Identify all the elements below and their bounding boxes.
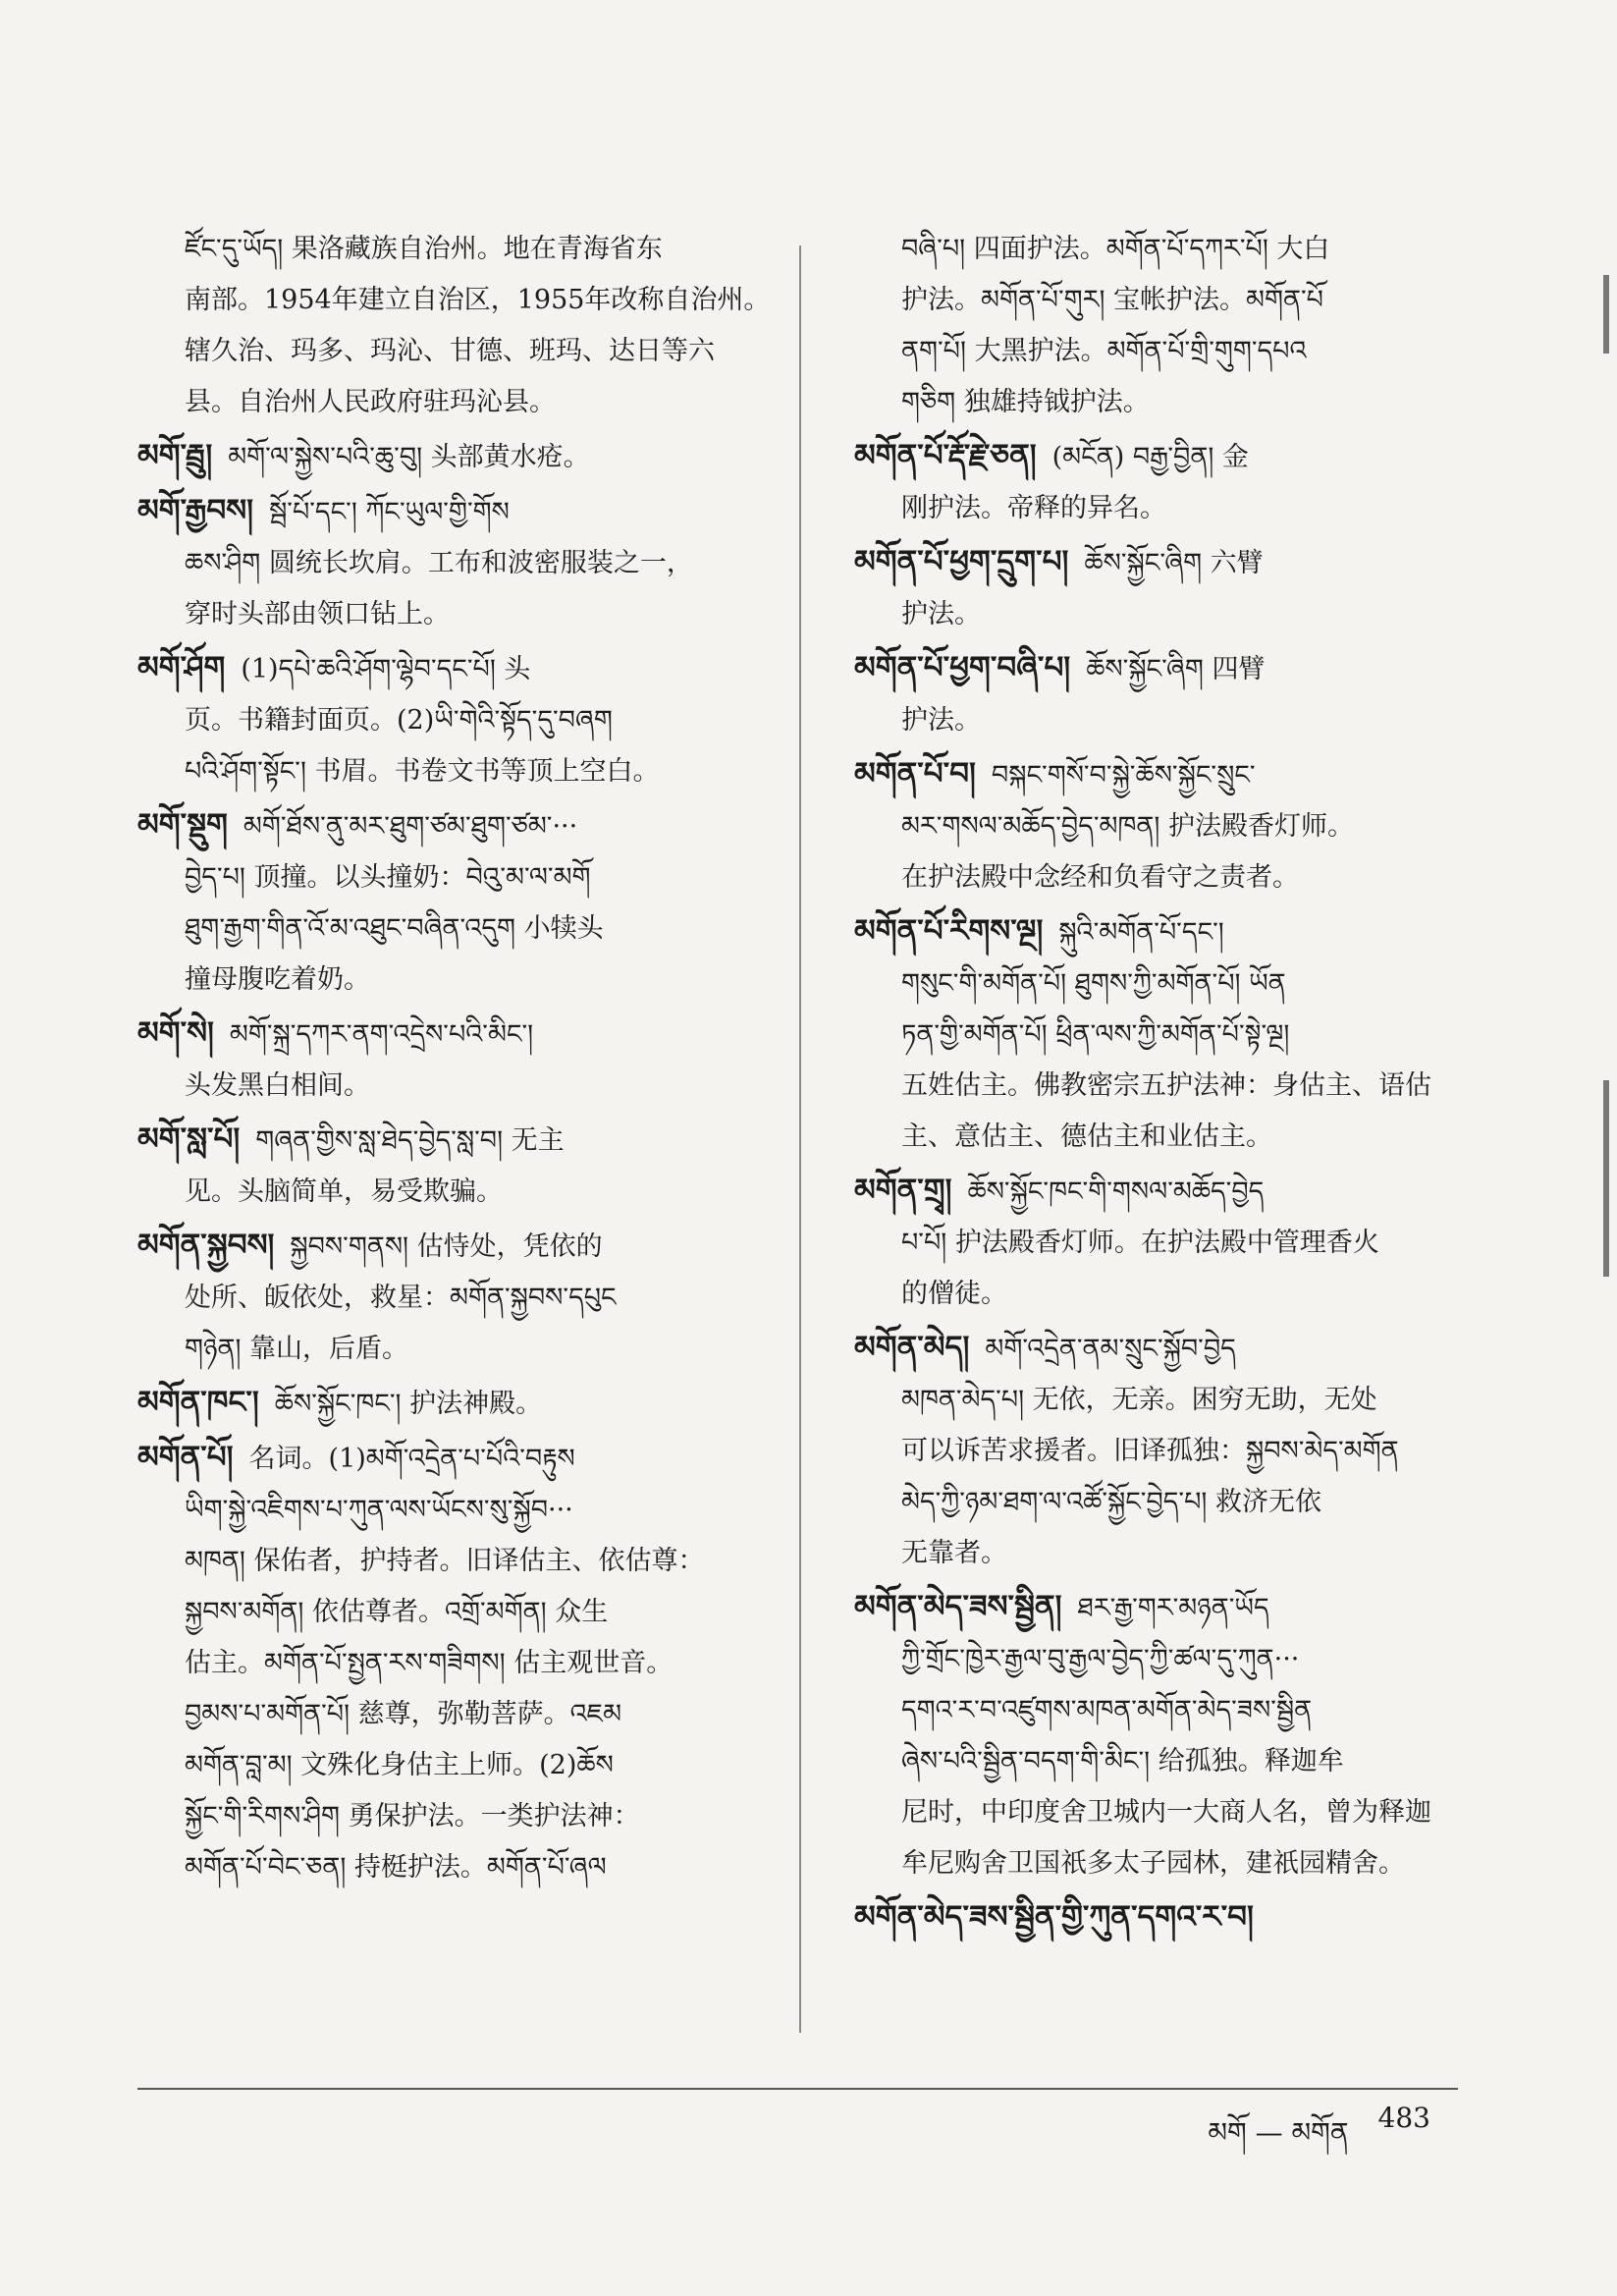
entry-line bbox=[137, 642, 776, 695]
entry-text: ཛོང་དུ་ཡོད། 果洛藏族自治州。地在青海省东 bbox=[185, 234, 663, 264]
entry-line: གཉེན། 靠山，后盾。 bbox=[185, 1334, 409, 1364]
entry-line: དགའ་ར་བ་འཛུགས་མཁན་མགོན་མེད་ཟས་སྦྱིན bbox=[901, 1695, 1313, 1725]
entry-headword: མགོན་པོ། bbox=[137, 1440, 234, 1475]
entry-line bbox=[854, 642, 1492, 695]
entry-line: 页。书籍封面页。(2)ཡི་གེའི་སྟོད་དུ་བཞག bbox=[185, 705, 613, 736]
entry-line bbox=[854, 224, 1492, 275]
entry-headword: མགོན་སྐྱབས། bbox=[137, 1228, 275, 1263]
entry-text: ཐར་རྒྱ་གར་མཉན་ཡོད bbox=[1077, 1593, 1269, 1623]
entry-line bbox=[137, 485, 776, 538]
entry-line: གསུང་གི་མགོན་པོ། ཐུགས་ཀྱི་མགོན་པོ། ཡོན bbox=[901, 968, 1286, 999]
entry-line bbox=[137, 1432, 776, 1485]
entry-headword: མགོན་གྲྭ། bbox=[854, 1173, 952, 1208]
right-column bbox=[854, 224, 1492, 1946]
entry-line: ནག་པོ། 大黑护法。མགོན་པོ་གྲི་གུག་དཔའ bbox=[901, 336, 1307, 366]
entry-text: སྐྱབས་གནས། 估恃处，凭依的 bbox=[290, 1231, 603, 1262]
entry-line bbox=[854, 430, 1492, 483]
entry-text: སྦོ་པོ་དང་། ཀོང་ཡུལ་གྱི་གོས bbox=[269, 497, 510, 527]
entry-line: 护法。 bbox=[901, 599, 981, 629]
dictionary-entry bbox=[854, 748, 1492, 903]
dictionary-entry bbox=[137, 485, 776, 640]
entry-headword: མགོན་པོ་ཕྱག་དྲུག་པ། bbox=[854, 544, 1069, 579]
dictionary-entry bbox=[137, 430, 776, 483]
entry-line: 护法。མགོན་པོ་གུར། 宝帐护法。མགོན་པོ bbox=[901, 285, 1323, 315]
dictionary-entry bbox=[137, 1220, 776, 1375]
entry-line: 撞母腹吃着奶。 bbox=[185, 964, 370, 995]
entry-headword: མགོན་ཁང་། bbox=[137, 1385, 259, 1420]
entry-headword: མགོན་མེད། bbox=[854, 1330, 970, 1365]
entry-text: (1)དཔེ་ཆའི་ཤོག་ལྷེབ་དང་པོ། 头 bbox=[241, 654, 531, 684]
entry-line bbox=[137, 1114, 776, 1167]
entry-text: ཆོས་སྐྱོང་ཞིག 四臂 bbox=[1086, 654, 1266, 684]
entry-line: སྐྱོང་གི་རིགས་ཤིག 勇保护法。一类护法神： bbox=[185, 1801, 640, 1831]
column-divider bbox=[799, 246, 801, 2033]
entry-headword: མགོན་པོ་ཕྱག་བཞི་པ། bbox=[854, 650, 1071, 685]
entry-text: བཞི་པ། 四面护法。མགོན་པོ་དཀར་པོ། 大白 bbox=[901, 234, 1330, 264]
entry-text: མགོ་ཐོས་ནུ་མར་ཐུག་ཙམ་ཐུག་ཙམ་··· bbox=[243, 811, 578, 842]
dictionary-entry bbox=[137, 1377, 776, 1430]
entry-headword: མགོན་པོ་རྡོ་རྗེ་ཅན། bbox=[854, 438, 1037, 473]
entry-line: 主、意估主、德估主和业估主。 bbox=[901, 1121, 1272, 1152]
dictionary-entry bbox=[854, 1165, 1492, 1320]
entry-line: སྐྱབས་མགོན། 依估尊者。འགྲོ་མགོན། 众生 bbox=[185, 1597, 609, 1627]
entry-line: མཁན། 保佑者，护持者。旧译估主、依估尊： bbox=[185, 1546, 705, 1576]
entry-line: མགོན་བླ་མ། 文殊化身估主上师。(2)ཆོས bbox=[185, 1750, 614, 1780]
entry-line: ཞེས་པའི་སྦྱིན་བདག་གི་མིང་། 给孤独。释迦牟 bbox=[901, 1746, 1344, 1777]
entry-line: 在护法殿中念经和负看守之责者。 bbox=[901, 862, 1299, 893]
entry-text: གཞན་གྱིས་སླ་ཐེད་བྱེད་སླ་བ། 无主 bbox=[255, 1125, 565, 1156]
entry-headword: མགོན་པོ་བ། bbox=[854, 756, 976, 792]
entry-line: 估主。མགོན་པོ་སྤྱན་རས་གཟིགས། 估主观世音。 bbox=[185, 1648, 674, 1678]
entry-text: བསྐང་གསོ་བ་སྐྱེ་ཆོས་སྐྱོང་སྲུང་ bbox=[991, 760, 1256, 791]
entry-line bbox=[854, 1322, 1492, 1375]
entry-line: 县。自治州人民政府驻玛沁县。 bbox=[185, 387, 556, 417]
page-footer bbox=[1208, 2102, 1430, 2179]
dictionary-entry bbox=[854, 430, 1492, 534]
entry-line bbox=[137, 1008, 776, 1061]
entry-line bbox=[854, 1891, 1492, 1944]
entry-text: ཆོས་སྐྱོང་ཁང་། 护法神殿。 bbox=[274, 1389, 543, 1419]
entry-line: མགོན་པོ་བེང་ཅན། 持梃护法。མགོན་པོ་ཞལ bbox=[185, 1852, 607, 1883]
dictionary-entry bbox=[854, 1581, 1492, 1889]
entry-line: པའི་ཤོག་སྟོང་། 书眉。书卷文书等顶上空白。 bbox=[185, 756, 660, 787]
entry-text: ཆོས་སྐྱོང་ཞིག 六臂 bbox=[1084, 548, 1264, 578]
entry-line: ཐུག་རྒྱག་གིན་འོ་མ་འཐུང་བཞིན་འདུག 小犊头 bbox=[185, 913, 604, 944]
entry-text: མགོ་སྐྲ་དཀར་ནག་འདྲེས་པའི་མིང་། bbox=[229, 1019, 534, 1050]
page-range: མགོ — མགོན bbox=[1208, 2116, 1349, 2149]
entry-headword: མགོ་སླ་པོ། bbox=[137, 1121, 241, 1157]
dictionary-entry bbox=[854, 224, 1492, 428]
dictionary-entry bbox=[137, 799, 776, 1006]
entry-headword: མགོན་མེད་ཟས་སྦྱིན། bbox=[854, 1589, 1062, 1624]
entry-line: 处所、皈依处，救星：མགོན་སྐྱབས་དཔུང bbox=[185, 1283, 617, 1313]
entry-line: 穿时头部由领口钻上。 bbox=[185, 599, 450, 629]
footer-rule bbox=[137, 2088, 1458, 2090]
entry-headword: མགོ་རྦྲུ། bbox=[137, 438, 213, 473]
dictionary-entry bbox=[854, 1322, 1492, 1579]
entry-text: 名词。(1)མགོ་འདྲེན་པ་པོའི་བརྟུས bbox=[248, 1444, 575, 1474]
entry-line bbox=[137, 799, 776, 852]
entry-line: མར་གསལ་མཆོད་བྱེད་མཁན། 护法殿香灯师。 bbox=[901, 811, 1354, 842]
entry-line: མེད་ཀྱི་ཉམ་ཐག་ལ་འཚོ་སྐྱོང་བྱེད་པ། 救济无依 bbox=[901, 1487, 1321, 1517]
page-number: 483 bbox=[1377, 2102, 1430, 2134]
entry-headword: མགོན་པོ་རིགས་ལྔ། bbox=[854, 913, 1044, 949]
dictionary-entry bbox=[137, 1432, 776, 1893]
scan-edge-mark bbox=[1603, 1080, 1609, 1277]
dictionary-entry bbox=[854, 536, 1492, 640]
entry-line: གཅིག 独雄持钺护法。 bbox=[901, 387, 1150, 417]
dictionary-entry bbox=[137, 1114, 776, 1218]
entry-headword: མགོ་སྡུག bbox=[137, 807, 228, 843]
entry-headword: མགོན་མེད་ཟས་སྦྱིན་གྱི་ཀུན་དགའ་ར་བ། bbox=[854, 1899, 1254, 1935]
dictionary-entry bbox=[137, 1008, 776, 1112]
entry-line: 的僧徒。 bbox=[901, 1279, 1007, 1309]
entry-text: (མངོན) བརྒྱ་བྱིན། 金 bbox=[1051, 442, 1249, 472]
entry-line bbox=[854, 1581, 1492, 1634]
entry-line: 刚护法。帝释的异名。 bbox=[901, 493, 1166, 523]
entry-line bbox=[854, 748, 1492, 801]
dictionary-entry bbox=[854, 1891, 1492, 1944]
entry-text: སྐུའི་མགོན་པོ་དང་། bbox=[1058, 917, 1224, 948]
scan-edge-mark bbox=[1603, 275, 1609, 354]
entry-line: པ་པོ། 护法殿香灯师。在护法殿中管理香火 bbox=[901, 1228, 1379, 1258]
entry-line: བྱམས་པ་མགོན་པོ། 慈尊，弥勒菩萨。འཇམ bbox=[185, 1699, 622, 1729]
entry-text: མགོ་ལ་སྐྱེས་པའི་ཆུ་བུ། 头部黄水疮。 bbox=[228, 442, 590, 472]
entry-line bbox=[137, 1377, 776, 1430]
entry-line: ཏན་གྱི་མགོན་པོ། ཕྲིན་ལས་ཀྱི་མགོན་པོ་སྟེ་ལྔ། bbox=[901, 1019, 1290, 1050]
entry-headword: མགོ་རྒྱབས། bbox=[137, 493, 254, 528]
entry-line: 五姓估主。佛教密宗五护法神：身估主、语估 bbox=[901, 1070, 1431, 1101]
entry-line bbox=[137, 1220, 776, 1273]
entry-line: 无靠者。 bbox=[901, 1538, 1007, 1568]
entry-line: 南部。1954年建立自治区，1955年改称自治州。 bbox=[185, 285, 771, 315]
entry-line: 护法。 bbox=[901, 705, 981, 736]
entry-line: 尼时，中印度舍卫城内一大商人名，曾为释迦 bbox=[901, 1797, 1431, 1828]
entry-text: ཆོས་སྐྱོང་ཁང་གི་གསལ་མཆོད་བྱེད bbox=[967, 1176, 1265, 1207]
entry-line bbox=[137, 430, 776, 483]
entry-text: མགོ་འདྲེན་ནམ་སྲུང་སྐྱོབ་བྱེད bbox=[985, 1334, 1236, 1364]
entry-line: ཡིག་སྐྱེ་འཇིགས་པ་ཀུན་ལས་ཡོངས་སུ་སྐྱོབ··· bbox=[185, 1495, 573, 1525]
entry-line: ཀྱི་གྲོང་ཁྱེར་རྒྱལ་བུ་རྒྱལ་བྱེད་ཀྱི་ཚལ་དུ་ཀུན··· bbox=[901, 1644, 1300, 1674]
dictionary-entry bbox=[137, 642, 776, 797]
left-column bbox=[137, 224, 776, 1895]
entry-line bbox=[854, 536, 1492, 589]
entry-line: མཁན་མེད་པ། 无依，无亲。困穷无助，无处 bbox=[901, 1385, 1377, 1415]
entry-line: 头发黑白相间。 bbox=[185, 1070, 370, 1101]
dictionary-entry bbox=[137, 224, 776, 428]
entry-line: 见。头脑简单，易受欺骗。 bbox=[185, 1176, 503, 1207]
entry-line bbox=[854, 1165, 1492, 1218]
entry-line: 牟尼购舍卫国祇多太子园林，建祇园精舍。 bbox=[901, 1848, 1405, 1879]
entry-line: བྱེད་པ། 顶撞。以头撞奶：བེའུ་མ་ལ་མགོ bbox=[185, 862, 591, 893]
dictionary-entry bbox=[854, 905, 1492, 1163]
dictionary-entry bbox=[854, 642, 1492, 746]
entry-line: 可以诉苦求援者。旧译孤独：སྐྱབས་མེད་མགོན bbox=[901, 1436, 1399, 1466]
entry-line bbox=[854, 905, 1492, 958]
entry-line: 辖久治、玛多、玛沁、甘德、班玛、达日等六 bbox=[185, 336, 715, 366]
entry-line bbox=[137, 224, 776, 275]
entry-headword: མགོ་སེ། bbox=[137, 1015, 214, 1051]
entry-headword: མགོ་ཤོག bbox=[137, 650, 226, 685]
entry-line: ཆས་ཤིག 圆统长坎肩。工布和波密服装之一， bbox=[185, 548, 693, 578]
